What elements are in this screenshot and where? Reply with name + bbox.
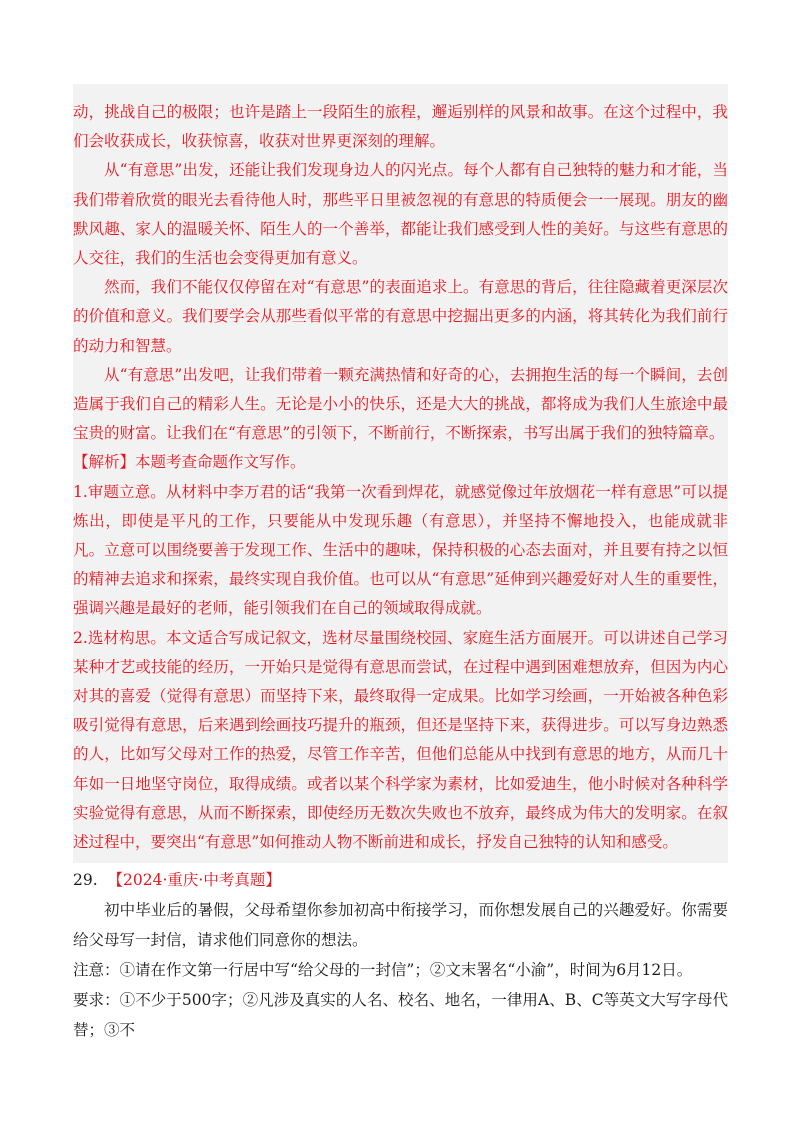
question-heading xyxy=(73,865,728,895)
essay-paragraph-4: 从“有意思”出发吧，让我们带着一颗充满热情和好奇的心，去拥抱生活的每一个瞬间，去创造属于我们自己的精彩人生。无论是小小的快乐，还是大大的挑战，都将成为我们人生旅途中最宝贵的财富。让我们在“有意思”的引领下，不断前行，不断探索，书写出属于我们的独特篇章。 xyxy=(73,365,728,443)
essay-paragraph-continued: 动，挑战自己的极限；也许是踏上一段陌生的旅程，邂逅别样的风景和故事。在这个过程中，我们会收获成长，收获惊喜，收获对世界更深刻的理解。 xyxy=(73,103,728,151)
analysis-label: 【解析】 xyxy=(73,453,136,472)
document-page xyxy=(73,84,728,1045)
question-prompt: 初中毕业后的暑假，父母希望你参加初高中衔接学习，而你想发展自己的兴趣爱好。你需要给父母写一封信，请求他们同意你的想法。 xyxy=(73,901,728,950)
question-number: 29. xyxy=(73,871,98,890)
analysis-intro xyxy=(73,448,728,477)
question-note: 注意：①请在作文第一行居中写“给父母的一封信”；②文末署名“小渝”，时间为6月12日。 xyxy=(73,961,693,980)
essay-paragraph-2: 从“有意思”出发，还能让我们发现身边人的闪光点。每个人都有自己独特的魅力和才能，当我们带着欣赏的眼光去看待他人时，那些平日里被忽视的有意思的特质便会一一展现。朋友的幽默风趣、家人的温暖关怀、陌生人的一个善举，都能让我们感受到人性的美好。与这些有意思的人交往，我们的生活也会变得更加有意义。 xyxy=(73,161,728,268)
analysis-point-2: 2.选材构思。本文适合写成记叙文，选材尽量围绕校园、家庭生活方面展开。可以讲述自己学习某种才艺或技能的经历，一开始只是觉得有意思而尝试，在过程中遇到困难想放弃，但因为内心对其的喜爱（觉得有意思）而坚持下来，最终取得一定成果。比如学习绘画，一开始被各种色彩吸引觉得有意思，后来遇到绘画技巧提升的瓶颈，但还是坚持下来，获得进步。可以写身边熟悉的人，比如写父母对工作的热爱，尽管工作辛苦，但他们总能从中找到有意思的地方，从而几十年如一日地坚守岗位，取得成绩。或者以某个科学家为素材，比如爱迪生，他小时候对各种科学实验觉得有意思，从而不断探索，即使经历无数次失败也不放弃，最终成为伟大的发明家。在叙述过程中，要突出“有意思”如何推动人物不断前进和成长，抒发自己独特的认知和感受。 xyxy=(73,628,728,852)
analysis-intro-text: 本题考查命题作文写作。 xyxy=(135,453,306,472)
question-source: 【2024·重庆·中考真题】 xyxy=(107,871,281,890)
answer-block xyxy=(73,84,728,863)
analysis-point-1: 1.审题立意。从材料中李万君的话“我第一次看到焊花，就感觉像过年放烟花一样有意思”可以提炼出，即使是平凡的工作，只要能从中发现乐趣（有意思），并坚持不懈地投入，也能成就非凡。立意可以围绕要善于发现工作、生活中的趣味，保持积极的心态去面对，并且要有持之以恒的精神去追求和探索，最终实现自我价值。也可以从“有意思”延伸到兴趣爱好对人生的重要性，强调兴趣是最好的老师，能引领我们在自己的领域取得成就。 xyxy=(73,482,728,618)
essay-paragraph-3: 然而，我们不能仅仅停留在对“有意思”的表面追求上。有意思的背后，往往隐藏着更深层次的价值和意义。我们要学会从那些看似平常的有意思中挖掘出更多的内涵，将其转化为我们前行的动力和智慧。 xyxy=(73,278,728,355)
question-requirement: 要求：①不少于500字；②凡涉及真实的人名、校名、地名，一律用A、B、C等英文大写字母代替；③不 xyxy=(73,991,728,1040)
